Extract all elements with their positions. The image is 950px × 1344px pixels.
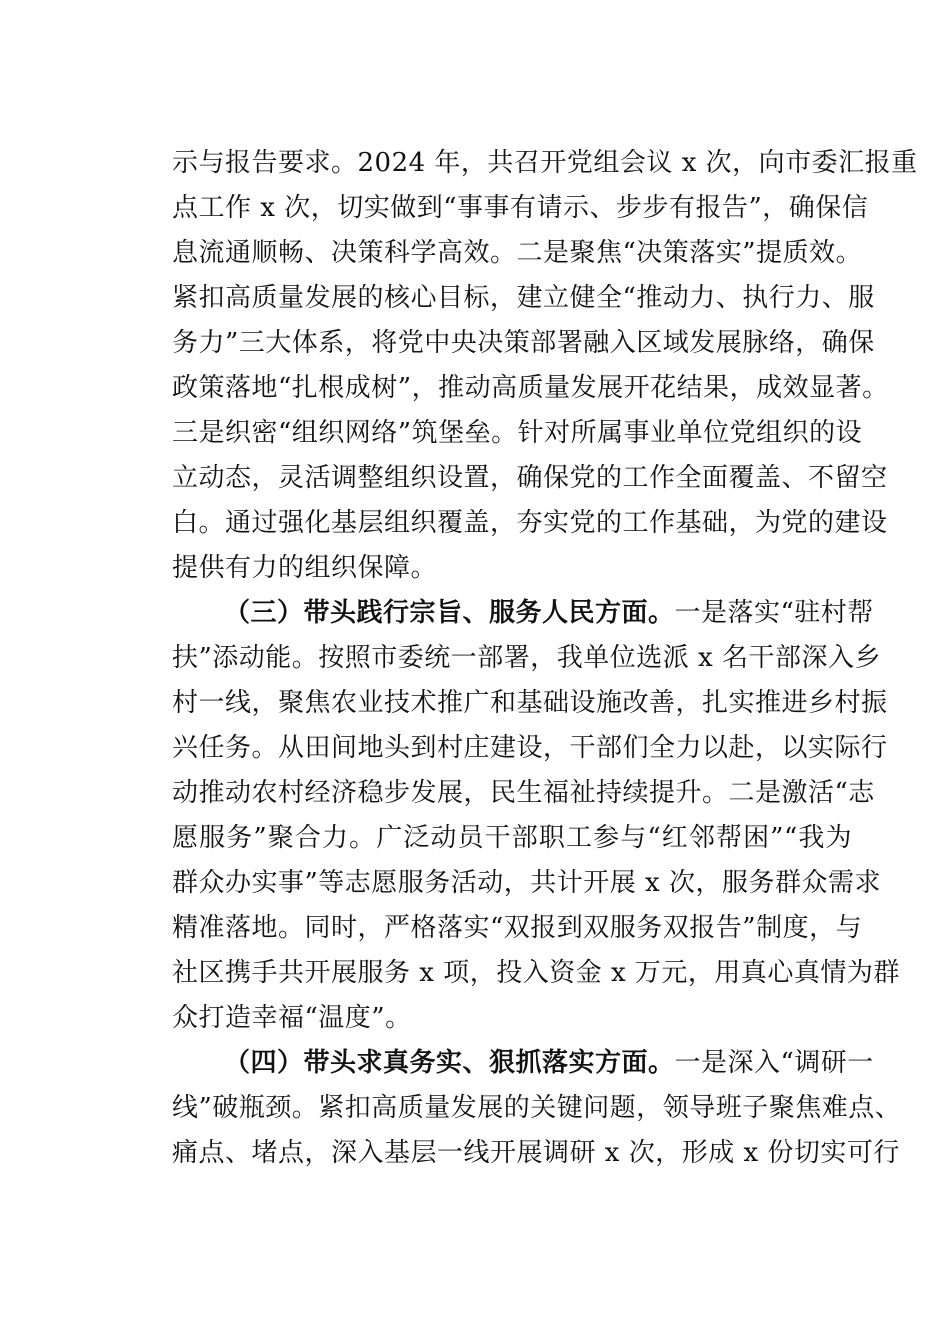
- p1-line-2: 点工作 x 次，切实做到“事事有请示、步步有报告”，确保信: [172, 193, 869, 223]
- p1-line-8: 立动态，灵活调整组织设置，确保党的工作全面覆盖、不留空: [172, 463, 888, 493]
- p1-line-6: 政策落地“扎根成树”，推动高质量发展开花结果，成效显著。: [172, 373, 889, 403]
- p1-line-3: 息流通顺畅、决策科学高效。二是聚焦“决策落实”提质效。: [172, 238, 863, 268]
- p1-line-1: 示与报告要求。2024 年，共召开党组会议 x 次，向市委汇报重: [172, 148, 918, 178]
- p1-line-10: 提供有力的组织保障。: [172, 553, 438, 583]
- p2-first-line: [224, 598, 874, 628]
- p2-line-5: 动推动农村经济稳步发展，民生福祉持续提升。二是激活“志: [172, 778, 875, 808]
- p2-line-7: 群众办实事”等志愿服务活动，共计开展 x 次，服务群众需求: [172, 868, 881, 898]
- p2-line-9: 社区携手共开展服务 x 项，投入资金 x 万元，用真心真情为群: [172, 958, 900, 988]
- p3-first-rest: 一是深入“调研一: [674, 1048, 874, 1078]
- p3-first-line: [224, 1048, 874, 1078]
- p1-line-9: 白。通过强化基层组织覆盖，夯实党的工作基础，为党的建设: [172, 508, 888, 538]
- p2-heading: （三）带头践行宗旨、服务人民方面。: [224, 598, 675, 628]
- p3-line-2: 线”破瓶颈。紧扣高质量发展的关键问题，领导班子聚焦难点、: [172, 1093, 902, 1123]
- p1-line-5: 务力”三大体系，将党中央决策部署融入区域发展脉络，确保: [172, 328, 875, 358]
- p1-line-7: 三是织密“组织网络”筑堡垒。针对所属事业单位党组织的设: [172, 418, 863, 448]
- p2-line-4: 兴任务。从田间地头到村庄建设，干部们全力以赴，以实际行: [172, 733, 888, 763]
- p2-line-6: 愿服务”聚合力。广泛动员干部职工参与“红邻帮困”“我为: [172, 823, 852, 853]
- p2-line-8: 精准落地。同时，严格落实“双报到双服务双报告”制度，与: [172, 913, 863, 943]
- p1-line-4: 紧扣高质量发展的核心目标，建立健全“推动力、执行力、服: [172, 283, 875, 313]
- p2-line-2: 扶”添动能。按照市委统一部署，我单位选派 x 名干部深入乡: [172, 643, 881, 673]
- p2-first-rest: 一是落实“驻村帮: [674, 598, 874, 628]
- p2-line-3: 村一线，聚焦农业技术推广和基础设施改善，扎实推进乡村振: [172, 688, 888, 718]
- p3-line-3: 痛点、堵点，深入基层一线开展调研 x 次，形成 x 份切实可行: [172, 1138, 900, 1168]
- p2-line-10: 众打造幸福“温度”。: [172, 1003, 412, 1033]
- p3-heading: （四）带头求真务实、狠抓落实方面。: [224, 1048, 675, 1078]
